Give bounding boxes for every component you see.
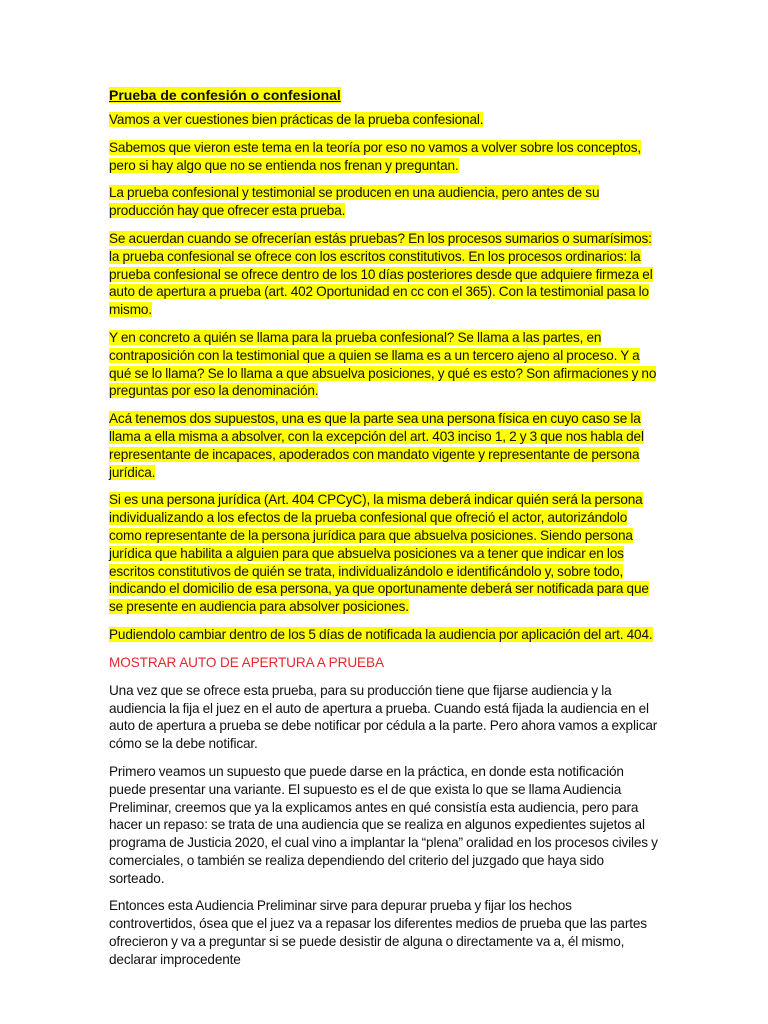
highlighted-paragraph-text: Se acuerdan cuando se ofrecerían estás pruebas? En los procesos sumarios o sumarísimos: la prueba confesional se ofrece con los escritos constitutivos. En los procesos ordinarios: la prueba confesional se ofrece dentro de los 10 días posteriores desde que adquiere firmeza el auto de apertura a prueba (art. 402 Oportunidad en cc con el 365). Con la testimonial pasa lo mismo. xyxy=(109,230,653,318)
body-paragraph: Primero veamos un supuesto que puede darse en la práctica, en donde esta notificación puede presentar una variante. El supuesto es el de que exista lo que se llama Audiencia Preliminar, creemos que ya la explicamos antes en qué consistía esta audiencia, pero para hacer un repaso: se trata de una audiencia que se realiza en algunos expedientes sujetos al programa de Justicia 2020, el cual vino a implantar la “plena” oralidad en los procesos civiles y comerciales, o también se realiza dependiendo del criterio del juzgado que haya sido sorteado. xyxy=(109,763,658,886)
body-paragraph: Entonces esta Audiencia Preliminar sirve para depurar prueba y fijar los hechos controvertidos, ósea que el juez va a repasar los diferentes medios de prueba que las partes ofrecieron y va a preguntar si se puede desistir de alguna o directamente va a, él mismo, declarar improcedente xyxy=(109,898,647,967)
highlighted-paragraph-text: Si es una persona jurídica (Art. 404 CPCyC), la misma deberá indicar quién será la persona individualizando a los efectos de la prueba confesional que ofreció el actor, autorizándolo como representante de la persona jurídica para que absuelva posiciones. Siendo persona jurídica que habilita a alguien para que absuelva posiciones va a tener que indicar en los escritos constitutivos de quién se trata, individualizándolo e identificándolo y, sobre todo, indicando el domicilio de esa persona, ya que oportunamente deberá ser notificada para que se presente en audiencia para absolver posiciones. xyxy=(109,492,649,615)
document-title xyxy=(109,86,661,104)
highlighted-paragraph xyxy=(109,491,661,616)
highlighted-paragraph-text: Y en concreto a quién se llama para la prueba confesional? Se llama a las partes, en contraposición con la testimonial que a quien se llama es a un tercero ajeno al proceso. Y a qué se lo llama? Se lo llama a que absuelva posiciones, y qué es esto? Son afirmaciones y no preguntas por eso la denominación. xyxy=(109,329,657,399)
highlighted-paragraph-text: Acá tenemos dos supuestos, una es que la parte sea una persona física en cuyo caso se la llama a ella misma a absolver, con la excepción del art. 403 inciso 1, 2 y 3 que nos habla del representante de incapaces, apoderados con mandato vigente y representante de persona jurídica. xyxy=(109,411,644,480)
body-paragraph: Una vez que se ofrece esta prueba, para su producción tiene que fijarse audiencia y la audiencia la fija el juez en el auto de apertura a prueba. Cuando está fijada la audiencia en el auto de apertura a prueba se debe notificar por cédula a la parte. Pero ahora vamos a explicar cómo se la debe notificar. xyxy=(109,682,658,752)
highlighted-paragraph xyxy=(109,410,661,481)
highlighted-paragraph xyxy=(109,329,661,400)
highlighted-paragraph-text: La prueba confesional y testimonial se producen en una audiencia, pero antes de su producción hay que ofrecer esta prueba. xyxy=(109,185,600,219)
document-page xyxy=(109,86,661,979)
highlighted-paragraph xyxy=(109,626,661,644)
highlighted-paragraph-text: Vamos a ver cuestiones bien prácticas de la prueba confesional. xyxy=(109,112,484,127)
document-title-text: Prueba de confesión o confesional xyxy=(109,87,341,103)
highlighted-paragraph xyxy=(109,139,661,175)
red-heading: MOSTRAR AUTO DE APERTURA A PRUEBA xyxy=(109,654,384,670)
highlighted-paragraph xyxy=(109,111,661,129)
highlighted-paragraph-text: Sabemos que vieron este tema en la teoría por eso no vamos a volver sobre los conceptos, pero si hay algo que no se entienda nos frenan y preguntan. xyxy=(109,139,642,173)
highlighted-paragraph xyxy=(109,184,661,220)
highlighted-paragraph-text: Pudiendolo cambiar dentro de los 5 días de notificada la audiencia por aplicación del art. 404. xyxy=(109,626,653,642)
highlighted-paragraph xyxy=(109,230,661,319)
